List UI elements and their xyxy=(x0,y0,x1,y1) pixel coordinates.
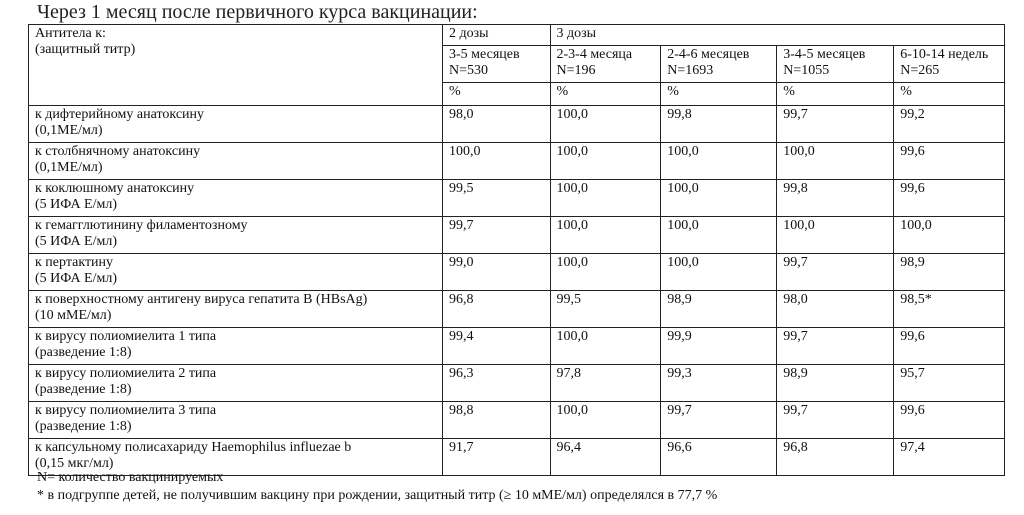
antibody-titer: (0,1МЕ/мл) xyxy=(35,123,103,138)
antibody-name: к вирусу полиомиелита 2 типа xyxy=(35,366,217,381)
antibody-cell xyxy=(29,143,443,180)
antibody-titer: (0,15 мкг/мл) xyxy=(35,456,114,471)
header-row-groups xyxy=(29,25,1005,46)
antibody-name: к пертактину xyxy=(35,255,114,270)
value-cell: 96,8 xyxy=(777,439,894,476)
value-cell: 99,0 xyxy=(443,254,550,291)
value-cell: 100,0 xyxy=(550,328,661,365)
value-cell: 99,4 xyxy=(443,328,550,365)
antibody-name: к капсульному полисахариду Haemophilus influezae b xyxy=(35,440,352,455)
value-cell: 99,6 xyxy=(894,328,1005,365)
antibody-cell xyxy=(29,180,443,217)
table-row xyxy=(29,254,1005,291)
value-cell: 99,5 xyxy=(550,291,661,328)
antibody-cell xyxy=(29,291,443,328)
antibody-name: к гемагглютинину филаментозному xyxy=(35,218,248,233)
footnote-asterisk: * в подгруппе детей, не получившим вакцину при рождении, защитный титр (≥ 10 мМЕ/мл) определялся в 77,7 % xyxy=(37,488,718,503)
value-cell: 100,0 xyxy=(661,254,777,291)
value-cell: 96,6 xyxy=(661,439,777,476)
unit-header: % xyxy=(894,83,1005,106)
value-cell: 98,5* xyxy=(894,291,1005,328)
antibody-titer: (5 ИФА Е/мл) xyxy=(35,197,118,212)
antibody-titer: (разведение 1:8) xyxy=(35,419,132,434)
value-cell: 99,7 xyxy=(777,106,894,143)
table-row xyxy=(29,106,1005,143)
table-row xyxy=(29,143,1005,180)
unit-header: % xyxy=(443,83,550,106)
value-cell: 99,7 xyxy=(777,254,894,291)
value-cell: 100,0 xyxy=(550,180,661,217)
group-header-3-doses: 3 дозы xyxy=(550,25,1005,46)
antibody-cell xyxy=(29,328,443,365)
value-cell: 99,9 xyxy=(661,328,777,365)
unit-header: % xyxy=(550,83,661,106)
value-cell: 100,0 xyxy=(550,106,661,143)
footnote-n-definition: N= количество вакцинируемых xyxy=(37,470,224,485)
value-cell: 99,7 xyxy=(777,402,894,439)
value-cell: 99,5 xyxy=(443,180,550,217)
value-cell: 100,0 xyxy=(550,217,661,254)
value-cell: 99,7 xyxy=(443,217,550,254)
value-cell: 96,3 xyxy=(443,365,550,402)
table-row xyxy=(29,402,1005,439)
value-cell: 99,6 xyxy=(894,180,1005,217)
antibody-cell xyxy=(29,254,443,291)
value-cell: 99,7 xyxy=(661,402,777,439)
schedule-header: 6-10-14 недель N=265 xyxy=(894,46,1005,83)
antibody-cell xyxy=(29,217,443,254)
table-row xyxy=(29,291,1005,328)
antibody-titer: (0,1МЕ/мл) xyxy=(35,160,103,175)
value-cell: 99,3 xyxy=(661,365,777,402)
value-cell: 98,0 xyxy=(443,106,550,143)
schedule-header: 3-4-5 месяцев N=1055 xyxy=(777,46,894,83)
antibody-header-label: Антитела к: xyxy=(35,26,106,41)
table-row xyxy=(29,180,1005,217)
value-cell: 99,8 xyxy=(777,180,894,217)
value-cell: 99,7 xyxy=(777,328,894,365)
antibody-name: к дифтерийному анатоксину xyxy=(35,107,205,122)
schedule-header: 2-4-6 месяцев N=1693 xyxy=(661,46,777,83)
value-cell: 100,0 xyxy=(550,143,661,180)
value-cell: 100,0 xyxy=(550,254,661,291)
unit-header: % xyxy=(777,83,894,106)
antibody-titer: (5 ИФА Е/мл) xyxy=(35,234,118,249)
value-cell: 99,8 xyxy=(661,106,777,143)
antibody-name: к вирусу полиомиелита 1 типа xyxy=(35,329,217,344)
value-cell: 100,0 xyxy=(894,217,1005,254)
value-cell: 99,6 xyxy=(894,402,1005,439)
group-header-2-doses: 2 дозы xyxy=(443,25,550,46)
table-row xyxy=(29,328,1005,365)
table-row xyxy=(29,365,1005,402)
value-cell: 100,0 xyxy=(443,143,550,180)
value-cell: 99,6 xyxy=(894,143,1005,180)
value-cell: 97,8 xyxy=(550,365,661,402)
value-cell: 98,9 xyxy=(894,254,1005,291)
antibody-name: к поверхностному антигену вируса гепатита В (HBsAg) xyxy=(35,292,368,307)
antibody-titer: (5 ИФА Е/мл) xyxy=(35,271,118,286)
antibody-cell xyxy=(29,365,443,402)
antibody-titer: (10 мМЕ/мл) xyxy=(35,308,112,323)
antibody-name: к вирусу полиомиелита 3 типа xyxy=(35,403,217,418)
value-cell: 96,8 xyxy=(443,291,550,328)
value-cell: 98,0 xyxy=(777,291,894,328)
value-cell: 96,4 xyxy=(550,439,661,476)
antibody-cell xyxy=(29,106,443,143)
schedule-header: 2-3-4 месяца N=196 xyxy=(550,46,661,83)
value-cell: 100,0 xyxy=(550,402,661,439)
value-cell: 91,7 xyxy=(443,439,550,476)
value-cell: 100,0 xyxy=(777,217,894,254)
value-cell: 97,4 xyxy=(894,439,1005,476)
value-cell: 95,7 xyxy=(894,365,1005,402)
value-cell: 100,0 xyxy=(661,180,777,217)
value-cell: 100,0 xyxy=(661,143,777,180)
antibody-name: к столбнячному анатоксину xyxy=(35,144,201,159)
antibody-titer: (разведение 1:8) xyxy=(35,382,132,397)
antibody-cell xyxy=(29,402,443,439)
value-cell: 100,0 xyxy=(661,217,777,254)
antibody-header-sublabel: (защитный титр) xyxy=(35,42,136,57)
vaccination-results-table xyxy=(28,24,1005,476)
value-cell: 99,2 xyxy=(894,106,1005,143)
schedule-header: 3-5 месяцев N=530 xyxy=(443,46,550,83)
antibody-name: к коклюшному анатоксину xyxy=(35,181,195,196)
value-cell: 98,9 xyxy=(661,291,777,328)
table-row xyxy=(29,217,1005,254)
value-cell: 100,0 xyxy=(777,143,894,180)
antibody-header-cell xyxy=(29,25,443,106)
antibody-titer: (разведение 1:8) xyxy=(35,345,132,360)
unit-header: % xyxy=(661,83,777,106)
value-cell: 98,9 xyxy=(777,365,894,402)
value-cell: 98,8 xyxy=(443,402,550,439)
document-title: Через 1 месяц после первичного курса вакцинации: xyxy=(37,1,478,23)
